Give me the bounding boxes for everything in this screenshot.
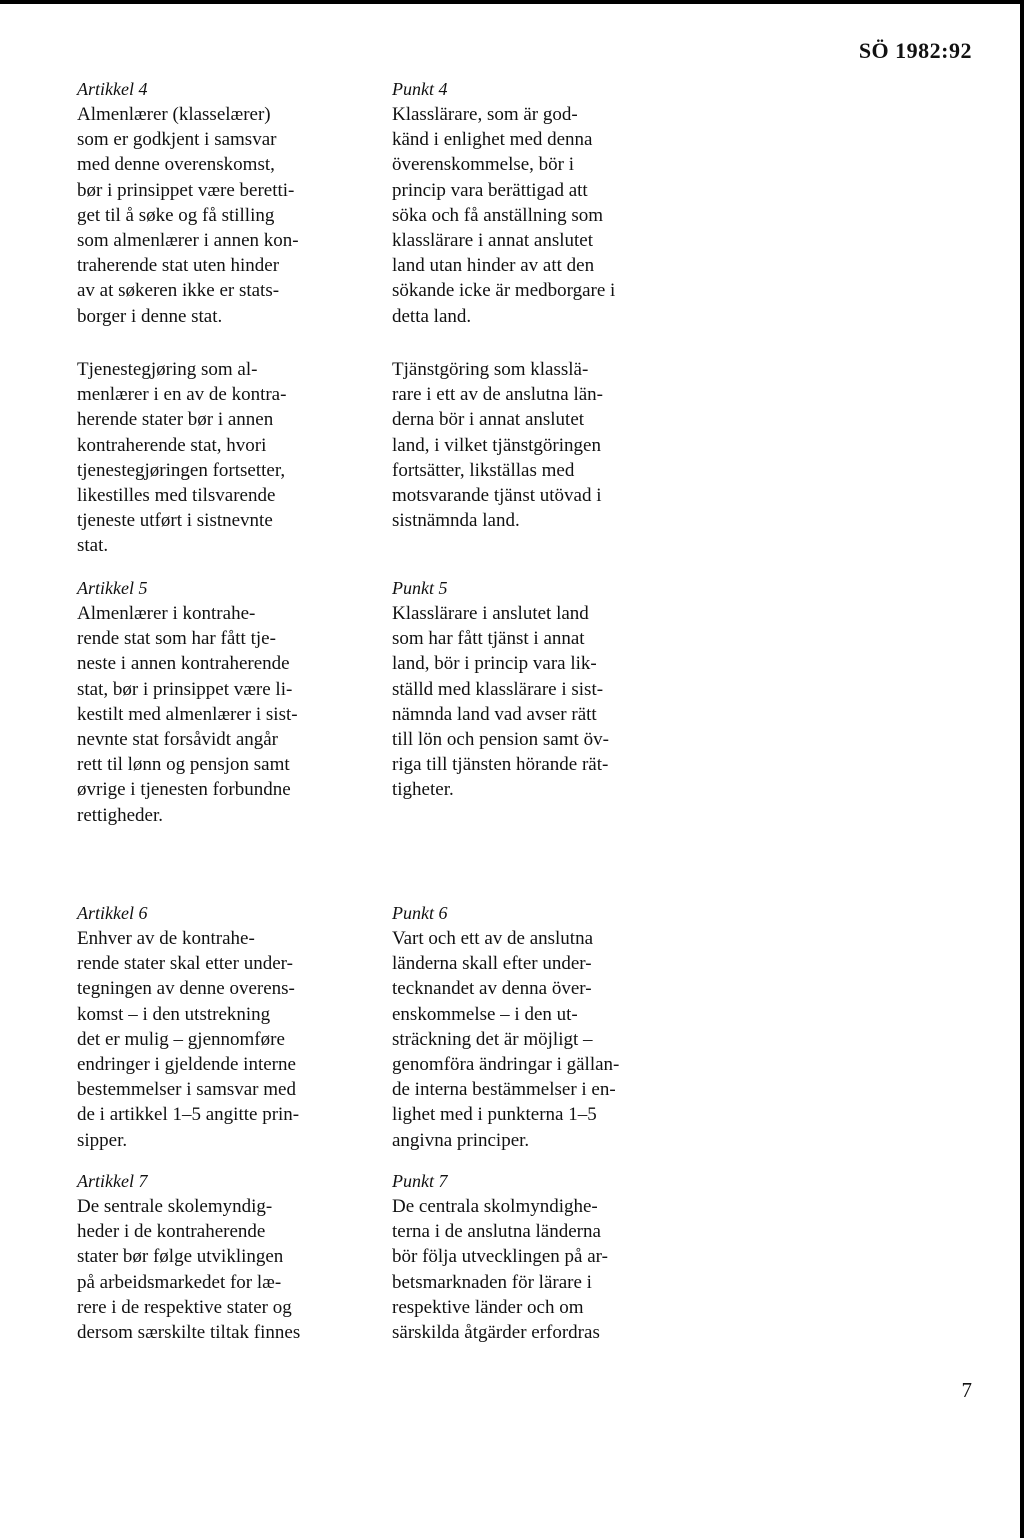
article-heading: Artikkel 5	[77, 578, 148, 598]
page-number: 7	[961, 1378, 972, 1402]
punkt-5-sv	[392, 575, 664, 803]
article-heading: Artikkel 4	[77, 79, 148, 99]
punkt-text: Klasslärare, som är god- känd i enlighet med denna överenskommelse, bör i princip vara berättigad att söka och få anställning som klasslärare i annat anslutet land utan hinder av att den sökande icke är medborgare i detta land.	[392, 104, 616, 327]
punkt-heading: Punkt 4	[392, 79, 448, 99]
article-5-no	[77, 575, 349, 828]
article-text: De sentrale skolemyndig- heder i de kontraherende stater bør følge utviklingen på arbeidsmarkedet for læ- rere i de respektive stater og dersom særskilte tiltak finnes	[77, 1196, 301, 1344]
article-heading: Artikkel 6	[77, 903, 148, 923]
article-text: Enhver av de kontrahe- rende stater skal etter under- tegningen av denne overens- komst – i den utstrekning det er mulig – gjennomføre endringer i gjeldende interne bestemmelser i samsvar med de i artikkel 1–5 angitte prin- sipper.	[77, 928, 300, 1151]
article-text: Almenlærer i kontrahe- rende stat som har fått tje- neste i annen kontraherende stat, bør i prinsippet være li- kestilt med almenlærer i sist- nevnte stat forsåvidt angår rett til lønn og pensjon samt øvrige i tjenesten forbundne rettigheder.	[77, 603, 298, 826]
article-text: Tjenestegjøring som al- menlærer i en av de kontra- herende stater bør i annen kontraherende stat, hvori tjenestegjøringen fortsetter, likestilles med tilsvarende tjeneste utført i sistnevnte stat.	[77, 359, 287, 557]
punkt-heading: Punkt 5	[392, 578, 448, 598]
punkt-text: Vart och ett av de anslutna länderna skall efter under- tecknandet av denna över- enskommelse – i den ut- sträckning det är möjligt – genomföra ändringar i gällan- de interna bestämmelser i en- lighet med i punkterna 1–5 angivna principer.	[392, 928, 620, 1151]
article-4-no-para-2	[77, 357, 349, 559]
punkt-text: Tjänstgöring som klasslä- rare i ett av de anslutna län- derna bör i annat anslutet land, i vilket tjänstgöringen fortsätter, likställas med motsvarande tjänst utövad i sistnämnda land.	[392, 359, 604, 532]
article-heading: Artikkel 7	[77, 1171, 148, 1191]
article-7-no	[77, 1168, 349, 1345]
punkt-4-sv	[392, 76, 664, 329]
article-6-no	[77, 900, 349, 1153]
punkt-heading: Punkt 7	[392, 1171, 448, 1191]
article-4-no	[77, 76, 349, 329]
punkt-4-sv-para-2	[392, 357, 664, 533]
document-id: SÖ 1982:92	[858, 38, 972, 63]
punkt-text: De centrala skolmyndighe- terna i de anslutna länderna bör följa utvecklingen på ar- betsmarknaden för lärare i respektive länder och om särskilda åtgärder erfordras	[392, 1196, 608, 1344]
punkt-6-sv	[392, 900, 664, 1153]
page-border-right	[1020, 0, 1024, 1538]
punkt-text: Klasslärare i anslutet land som har fått tjänst i annat land, bör i princip vara lik- ställd med klasslärare i sist- nämnda land vad avser rätt till lön och pension samt öv- riga till tjänsten hörande rät- tigheter.	[392, 603, 609, 801]
page-border-top	[0, 0, 1024, 4]
punkt-heading: Punkt 6	[392, 903, 448, 923]
article-text: Almenlærer (klasselærer) som er godkjent i samsvar med denne overenskomst, bør i prinsippet være beretti- get til å søke og få stilling som almenlærer i annen kon- traherende stat uten hinder av at søkeren ikke er stats- borger i denne stat.	[77, 104, 299, 327]
punkt-7-sv	[392, 1168, 664, 1345]
